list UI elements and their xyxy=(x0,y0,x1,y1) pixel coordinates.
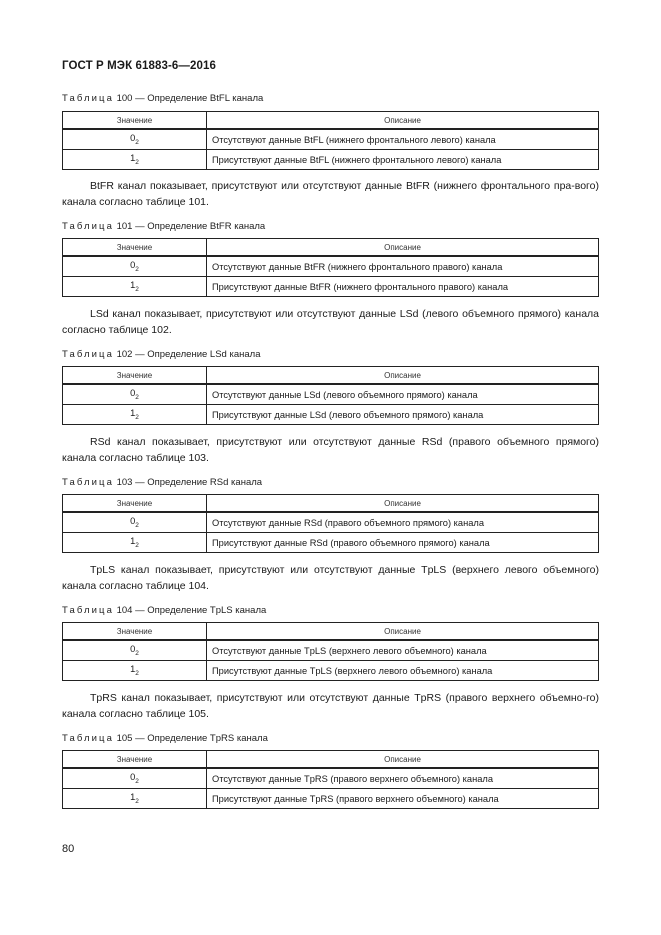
table-caption xyxy=(62,221,265,232)
table-row xyxy=(63,640,599,661)
desc-cell: Отсутствуют данные RSd (правого объемного прямого) канала xyxy=(207,512,599,533)
table-row xyxy=(63,384,599,405)
desc-cell: Присутствуют данные LSd (левого объемного прямого) канала xyxy=(207,405,599,425)
value-cell: $0_2$ xyxy=(63,768,207,789)
table-row xyxy=(63,150,599,170)
desc-cell: Присутствуют данные TpLS (верхнего левого объемного) канала xyxy=(207,661,599,681)
table-word: Таблица xyxy=(62,477,114,488)
page-number: 80 xyxy=(62,843,75,855)
table-header-row xyxy=(63,623,599,641)
table-title: 101 — Определение BtFR канала xyxy=(116,221,266,232)
table-word: Таблица xyxy=(62,605,114,616)
table-row xyxy=(63,277,599,297)
table-105 xyxy=(62,750,599,809)
column-value-header: Значение xyxy=(63,495,207,513)
desc-cell: Отсутствуют данные LSd (левого объемного прямого) канала xyxy=(207,384,599,405)
desc-cell: Присутствуют данные BtFL (нижнего фронтального левого) канала xyxy=(207,150,599,170)
column-desc-header: Описание xyxy=(207,112,599,130)
value-cell: $1_2$ xyxy=(63,150,207,170)
table-word: Таблица xyxy=(62,733,114,744)
table-word: Таблица xyxy=(62,221,114,232)
table-row xyxy=(63,533,599,553)
column-desc-header: Описание xyxy=(207,495,599,513)
document-header: ГОСТ Р МЭК 61883-6—2016 xyxy=(62,60,216,72)
table-row xyxy=(63,512,599,533)
value-cell: $1_2$ xyxy=(63,405,207,425)
table-102 xyxy=(62,366,599,425)
table-title: 104 — Определение TpLS канала xyxy=(116,605,267,616)
desc-cell: Присутствуют данные RSd (правого объемного прямого) канала xyxy=(207,533,599,553)
paragraph: TpRS канал показывает, присутствуют или отсутствуют данные TpRS (правого верхнего объемно-го) канала согласно таблице 105. xyxy=(62,692,599,720)
table-104 xyxy=(62,622,599,681)
desc-cell: Отсутствуют данные BtFL (нижнего фронтального левого) канала xyxy=(207,129,599,150)
value-cell: $0_2$ xyxy=(63,512,207,533)
table-header-row xyxy=(63,751,599,769)
table-header-row xyxy=(63,367,599,385)
value-cell: $0_2$ xyxy=(63,129,207,150)
table-header-row xyxy=(63,239,599,257)
paragraph: BtFR канал показывает, присутствуют или отсутствуют данные BtFR (нижнего фронтального пра-вого) канала согласно таблице 101. xyxy=(62,180,599,208)
column-value-header: Значение xyxy=(63,367,207,385)
table-101 xyxy=(62,238,599,297)
value-cell: $1_2$ xyxy=(63,661,207,681)
table-row xyxy=(63,768,599,789)
value-cell: $1_2$ xyxy=(63,789,207,809)
value-cell: $0_2$ xyxy=(63,384,207,405)
column-value-header: Значение xyxy=(63,751,207,769)
desc-cell: Отсутствуют данные TpLS (верхнего левого объемного) канала xyxy=(207,640,599,661)
table-caption xyxy=(62,605,266,616)
table-row xyxy=(63,661,599,681)
column-value-header: Значение xyxy=(63,239,207,257)
table-103 xyxy=(62,494,599,553)
table-header-row xyxy=(63,112,599,130)
paragraph: RSd канал показывает, присутствуют или отсутствуют данные RSd (правого объемного прямого) канала согласно таблице 103. xyxy=(62,436,599,464)
column-value-header: Значение xyxy=(63,623,207,641)
desc-cell: Отсутствуют данные TpRS (правого верхнего объемного) канала xyxy=(207,768,599,789)
desc-cell: Отсутствуют данные BtFR (нижнего фронтального правого) канала xyxy=(207,256,599,277)
table-caption xyxy=(62,477,262,488)
table-title: 105 — Определение TpRS канала xyxy=(116,733,268,744)
paragraph: TpLS канал показывает, присутствуют или отсутствуют данные TpLS (верхнего левого объемного) канала согласно таблице 104. xyxy=(62,564,599,592)
value-cell: $0_2$ xyxy=(63,256,207,277)
column-desc-header: Описание xyxy=(207,239,599,257)
table-word: Таблица xyxy=(62,93,114,104)
table-caption xyxy=(62,93,263,104)
desc-cell: Присутствуют данные BtFR (нижнего фронтального правого) канала xyxy=(207,277,599,297)
table-row xyxy=(63,129,599,150)
table-word: Таблица xyxy=(62,349,114,360)
table-header-row xyxy=(63,495,599,513)
value-cell: $1_2$ xyxy=(63,533,207,553)
value-cell: $1_2$ xyxy=(63,277,207,297)
table-row xyxy=(63,405,599,425)
column-desc-header: Описание xyxy=(207,751,599,769)
table-row xyxy=(63,256,599,277)
paragraph: LSd канал показывает, присутствуют или отсутствуют данные LSd (левого объемного прямого) канала согласно таблице 102. xyxy=(62,308,599,336)
table-title: 103 — Определение RSd канала xyxy=(116,477,263,488)
table-caption xyxy=(62,349,260,360)
table-100 xyxy=(62,111,599,170)
value-cell: $0_2$ xyxy=(63,640,207,661)
column-value-header: Значение xyxy=(63,112,207,130)
table-caption xyxy=(62,733,268,744)
table-title: 100 — Определение BtFL канала xyxy=(116,93,264,104)
column-desc-header: Описание xyxy=(207,367,599,385)
desc-cell: Присутствуют данные TpRS (правого верхнего объемного) канала xyxy=(207,789,599,809)
table-row xyxy=(63,789,599,809)
table-title: 102 — Определение LSd канала xyxy=(116,349,261,360)
column-desc-header: Описание xyxy=(207,623,599,641)
